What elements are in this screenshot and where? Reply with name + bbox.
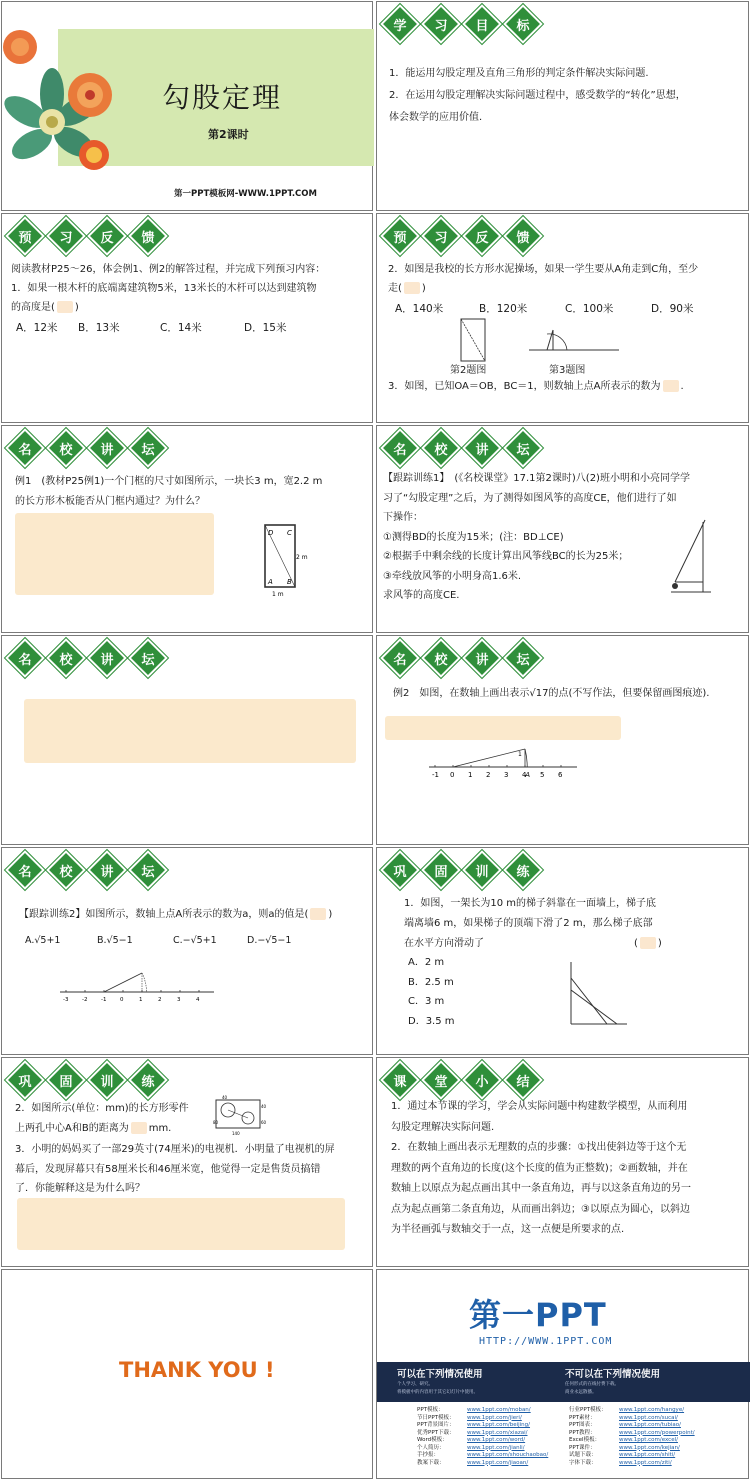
goal-2: 2．在运用勾股定理解决实际问题过程中，感受数学的“转化”思想， (389, 90, 686, 101)
tag-char: 目 (462, 4, 502, 44)
tick-label: 0 (450, 771, 455, 779)
link-url[interactable]: www.1ppt.com/shouchaobao/ (467, 1452, 549, 1458)
dim-right: 60 (261, 1120, 267, 1125)
tick-label: 3 (504, 771, 509, 779)
dim-left: 80 (213, 1120, 219, 1125)
consolidate2-q3: 3．小明的妈妈买了一部29英寸(74厘米)的电视机．小明量了电视机的屏 幕后，发现屏幕只有58厘米长和46厘米宽，他觉得一定是售货员搞错 了．你能解释这是为什么吗？ (15, 1144, 335, 1194)
tag-char: 坛 (503, 638, 543, 678)
links-right (569, 1407, 695, 1467)
link-label: 试题下载： (569, 1452, 597, 1458)
section-tags (8, 854, 165, 886)
answer-area[interactable] (17, 1198, 345, 1250)
link-row (417, 1437, 548, 1445)
label-b: B (287, 578, 292, 586)
link-url[interactable]: www.1ppt.com/kejian/ (619, 1444, 680, 1451)
link-row (569, 1437, 695, 1445)
preview2-options (395, 301, 693, 316)
link-label: PPT素材： (569, 1414, 596, 1421)
option-a[interactable]: A．12米 (16, 322, 58, 334)
ladder-figure (567, 960, 629, 1028)
summary-text: 1．通过本节课的学习，学会从实际问题中构建数学模型，从而利用 勾股定理解决实际问题. 2．在数轴上画出表示无理数的点的步骤：①找出使斜边等于这个无 理数的两个直角边的长度(这个长度的值为正整数)；②画数轴，并在 数轴上以原点为起点画出其中一条直角边，再与以这条直角边的另一 点为起点画第二条直角边，从而画出斜边；③以原点为圆心，以斜边 为半径画弧与数轴交于一点，这一点便是所要求的点. (391, 1101, 691, 1235)
slide-example-1 (1, 425, 373, 633)
link-url[interactable]: www.1ppt.com/excel/ (619, 1437, 678, 1443)
tag-char: 名 (5, 428, 45, 468)
link-url[interactable]: www.1ppt.com/hangye/ (619, 1407, 685, 1413)
consolidate1-text: 1．如图，一架长为10 m的梯子斜靠在一面墙上，梯子底 端离墙6 m，如果梯子的顶端下滑了2 m，那么梯子底部 在水平方向滑动了 ( ) (404, 898, 662, 949)
option-c[interactable]: C.−√5+1 (173, 935, 217, 946)
option-a[interactable]: A．2 m (408, 957, 445, 968)
label-height: 2 m (296, 554, 308, 561)
tick-label: 6 (558, 771, 563, 779)
section-tags (8, 642, 165, 674)
section-tags (383, 8, 540, 40)
tag-char: 讲 (87, 850, 127, 890)
tag-char: 校 (46, 638, 86, 678)
link-row (569, 1430, 695, 1438)
link-url[interactable]: www.1ppt.com/ziti/ (619, 1459, 672, 1466)
followup2-text: 【跟踪训练2】如图所示，数轴上点A所表示的数为a，则a的值是( ) (19, 909, 333, 920)
preview2-text: 2．如图是我校的长方形水泥操场，如果一学生要从A角走到C角，至少 走( ) (388, 264, 699, 294)
link-row (417, 1407, 548, 1415)
tag-char: 名 (5, 638, 45, 678)
preview2-q3: 3．如图，已知OA＝OB，BC＝1，则数轴上点A所表示的数为 . (388, 381, 684, 392)
tag-char: 预 (5, 216, 45, 256)
link-label: Excel模板： (569, 1437, 601, 1443)
link-row (417, 1415, 548, 1423)
tag-char: 训 (87, 1060, 127, 1100)
link-row (569, 1452, 695, 1460)
arc (142, 973, 146, 992)
dim-top: 40 (222, 1095, 228, 1100)
part-figure (212, 1094, 268, 1138)
ppt-logo: 第一PPT (469, 1296, 607, 1334)
label-width: 1 m (272, 591, 284, 598)
option-d[interactable]: D.−√5−1 (247, 935, 292, 946)
link-label: PPT模板： (417, 1407, 444, 1413)
link-row (569, 1415, 695, 1423)
door-frame-figure (260, 522, 306, 598)
option-b[interactable]: B．13米 (78, 322, 120, 334)
section-tags (8, 1064, 165, 1096)
section-tags (383, 432, 540, 464)
tag-char: 堂 (421, 1060, 461, 1100)
hypotenuse (453, 749, 525, 767)
slide-summary (376, 1057, 749, 1267)
label-c: C (287, 529, 292, 537)
slide-title-text: 勾股定理 (162, 81, 283, 114)
answer-area[interactable] (24, 699, 356, 763)
answer-blank[interactable] (131, 1122, 147, 1134)
tag-char: 校 (46, 428, 86, 468)
tick-label: 0 (120, 997, 124, 1003)
thank-you-text: THANK YOU ! (119, 1358, 275, 1382)
consolidate2-q2: 2．如图所示(单位：mm)的长方形零件 上两孔中心A和B的距离为 mm. (15, 1103, 189, 1134)
tag-char: 馈 (503, 216, 543, 256)
tag-char: 标 (503, 4, 543, 44)
option-b[interactable]: B．120米 (479, 303, 528, 315)
tag-char: 练 (128, 1060, 168, 1100)
link-label: 字体下载： (569, 1459, 597, 1466)
link-url[interactable]: www.1ppt.com/xiazai/ (467, 1429, 528, 1436)
link-row (417, 1445, 548, 1453)
tag-char: 习 (421, 4, 461, 44)
link-label: PPT教程： (569, 1429, 596, 1436)
section-tags (383, 1064, 540, 1096)
point-a-label: A (525, 771, 531, 779)
tag-char: 反 (462, 216, 502, 256)
option-b[interactable]: B．2.5 m (408, 976, 454, 988)
link-url[interactable]: www.1ppt.com/tubiao/ (619, 1422, 681, 1428)
tag-char: 坛 (128, 428, 168, 468)
option-c[interactable]: C．14米 (160, 322, 202, 334)
tick-label: 4 (196, 997, 200, 1003)
cannot-use-sub2: 商业永远散播。 (565, 1390, 597, 1395)
tick-label: -1 (432, 771, 439, 779)
cannot-use-title: 不可以在下列情况使用 (565, 1369, 661, 1380)
link-url[interactable]: www.1ppt.com/word/ (467, 1437, 526, 1443)
link-row (417, 1430, 548, 1438)
option-d[interactable]: D．3.5 m (408, 1015, 455, 1027)
tag-char: 馈 (128, 216, 168, 256)
tick-label: 1 (139, 997, 143, 1003)
hypotenuse (104, 973, 142, 992)
followup2-options (25, 935, 291, 946)
option-b[interactable]: B.√5−1 (97, 935, 133, 946)
tick-label: -2 (82, 997, 88, 1003)
link-url[interactable]: www.1ppt.com/shiti/ (619, 1452, 676, 1458)
links-left (417, 1407, 548, 1467)
label-d: D (268, 529, 274, 537)
tag-char: 名 (380, 428, 420, 468)
link-url[interactable]: www.1ppt.com/powerpoint/ (619, 1429, 695, 1436)
playground-figure (447, 317, 487, 367)
tag-char: 讲 (462, 428, 502, 468)
slide-followup-1 (376, 425, 749, 633)
preview1-options (16, 320, 286, 335)
link-url[interactable]: www.1ppt.com/jianli/ (467, 1444, 525, 1451)
tag-char: 习 (46, 216, 86, 256)
link-label: 节日PPT模板： (417, 1414, 455, 1421)
cannot-use-sub: 任何形式的在线付费下载。 (565, 1382, 619, 1387)
goal-2-cont: 体会数学的应用价值. (389, 112, 483, 123)
link-label: 行业PPT模板： (569, 1407, 607, 1413)
goals-text (389, 63, 745, 129)
section-tags (383, 220, 540, 252)
link-label: PPT图表： (569, 1422, 596, 1428)
slide-copyright (376, 1269, 749, 1479)
tick-label: -3 (63, 997, 69, 1003)
tick-label: 3 (177, 997, 181, 1003)
slide-preview-2 (376, 213, 749, 423)
tag-char: 校 (421, 428, 461, 468)
tag-char: 名 (5, 850, 45, 890)
link-row (569, 1422, 695, 1430)
option-d[interactable]: D．90米 (651, 303, 694, 315)
option-a[interactable]: A.√5+1 (25, 935, 61, 946)
tag-char: 课 (380, 1060, 420, 1100)
answer-blank[interactable] (640, 937, 656, 949)
consolidate1-options (408, 953, 455, 1031)
tag-char: 校 (46, 850, 86, 890)
numberline-followup-2 (58, 966, 218, 1006)
link-label: 个人简历： (417, 1444, 445, 1451)
can-use-sub2: 将模板中的内容用于其它幻灯片中使用。 (397, 1390, 478, 1395)
link-label: 教案下载： (417, 1459, 445, 1466)
tick-label: 4 (522, 771, 527, 779)
tag-char: 学 (380, 4, 420, 44)
link-url[interactable]: www.1ppt.com/sucai/ (619, 1414, 678, 1421)
option-a[interactable]: A．140米 (395, 303, 444, 315)
tag-char: 训 (462, 850, 502, 890)
followup1-text: 【跟踪训练1】 (《名校课堂》17.1第2课时)八(2)班小明和小亮同学学 习了“勾股定理”之后，为了测得如图风筝的高度CE，他们进行了如 下操作： ①测得BD的长度为15米；(注：BD⊥CE) ②根据手中剩余线的长度计算出风筝线BC的长为25米； ③牵线放风筝的小明身高1.6米. 求风筝的高度CE. (383, 473, 690, 601)
tag-char: 预 (380, 216, 420, 256)
link-row (417, 1460, 548, 1468)
tag-char: 讲 (87, 638, 127, 678)
ppt-url: HTTP://WWW.1PPT.COM (479, 1336, 613, 1347)
link-label: 优秀PPT下载： (417, 1429, 455, 1436)
label-a: A (268, 578, 273, 586)
answer-blank[interactable] (404, 282, 420, 294)
section-tags (8, 432, 165, 464)
example1-text: 例1 (教材P25例1)一个门框的尺寸如图所示，一块长3 m，宽2.2 m 的长方形木板能否从门框内通过？为什么？ (15, 476, 323, 507)
flower-decoration (2, 27, 122, 197)
answer-blank[interactable] (310, 908, 326, 920)
numberline-example-2 (427, 741, 587, 781)
tick-label: 2 (158, 997, 162, 1003)
answer-area[interactable] (385, 716, 621, 740)
slide-goals (376, 1, 749, 211)
answer-blank[interactable] (663, 380, 679, 392)
link-row (417, 1422, 548, 1430)
tag-char: 反 (87, 216, 127, 256)
slide-answer (1, 635, 373, 845)
site-footer: 第一PPT模板网-WWW.1PPT.COM (174, 189, 317, 199)
tag-char: 讲 (462, 638, 502, 678)
can-use-title: 可以在下列情况使用 (397, 1369, 483, 1380)
figure-caption-3: 第3题图 (549, 365, 586, 376)
tick-label: 5 (540, 771, 545, 779)
link-url[interactable]: www.1ppt.com/jieri/ (467, 1414, 522, 1421)
tag-char: 巩 (5, 1060, 45, 1100)
tag-char: 讲 (87, 428, 127, 468)
leg-label: 1 (518, 751, 522, 758)
dim-right-top: 40 (261, 1104, 267, 1109)
slide-consolidate-1 (376, 847, 749, 1055)
link-url[interactable]: www.1ppt.com/beijing/ (467, 1422, 531, 1428)
answer-blank[interactable] (57, 301, 73, 313)
slide-subtitle: 第2课时 (208, 128, 249, 141)
tick-label: 2 (486, 771, 491, 779)
dim-bottom: 140 (232, 1131, 240, 1136)
slide-thanks (1, 1269, 373, 1479)
slide-title (1, 1, 373, 211)
link-row (569, 1407, 695, 1415)
option-c[interactable]: C．3 m (408, 996, 445, 1007)
section-tags (383, 642, 540, 674)
tick-label: 1 (468, 771, 473, 779)
tag-char: 习 (421, 216, 461, 256)
link-label: Word模板： (417, 1437, 448, 1443)
tag-char: 固 (46, 1060, 86, 1100)
figure-caption-2: 第2题图 (450, 365, 487, 376)
slide-preview-1 (1, 213, 373, 423)
tag-char: 坛 (128, 850, 168, 890)
slide-followup-2 (1, 847, 373, 1055)
kite-figure (667, 516, 715, 600)
section-tags (383, 854, 540, 886)
tick-label: -1 (101, 997, 107, 1003)
link-row (569, 1460, 695, 1468)
link-label: PPT课件： (569, 1444, 596, 1451)
link-row (417, 1452, 548, 1460)
tag-char: 校 (421, 638, 461, 678)
tag-char: 结 (503, 1060, 543, 1100)
tag-char: 坛 (128, 638, 168, 678)
slide-example-2 (376, 635, 749, 845)
link-url[interactable]: www.1ppt.com/moban/ (467, 1407, 531, 1413)
option-d[interactable]: D．15米 (244, 322, 287, 334)
tag-char: 固 (421, 850, 461, 890)
numberline-figure-3 (527, 326, 623, 362)
goal-1: 1．能运用勾股定理及直角三角形的判定条件解决实际问题. (389, 68, 649, 79)
answer-area[interactable] (15, 513, 214, 595)
tag-char: 名 (380, 638, 420, 678)
license-bar (377, 1362, 750, 1402)
link-label: PPT背景图片： (417, 1422, 455, 1428)
link-label: 手抄报： (417, 1452, 440, 1458)
slide-consolidate-2 (1, 1057, 373, 1267)
tag-char: 小 (462, 1060, 502, 1100)
example2-text: 例2 如图，在数轴上画出表示√17的点(不写作法，但要保留画图痕迹). (393, 688, 710, 699)
tag-char: 坛 (503, 428, 543, 468)
preview1-text: 阅读教材P25～26，体会例1、例2的解答过程，并完成下列预习内容： 1．如果一根木杆的底端离建筑物5米，13米长的木杆可以达到建筑物 的高度是( ) (11, 264, 326, 313)
can-use-sub: 个人学习、研究。 (397, 1382, 433, 1387)
tag-char: 练 (503, 850, 543, 890)
link-url[interactable]: www.1ppt.com/jiaoan/ (467, 1459, 529, 1466)
option-c[interactable]: C．100米 (565, 303, 614, 315)
section-tags (8, 220, 165, 252)
tag-char: 巩 (380, 850, 420, 890)
link-row (569, 1445, 695, 1453)
